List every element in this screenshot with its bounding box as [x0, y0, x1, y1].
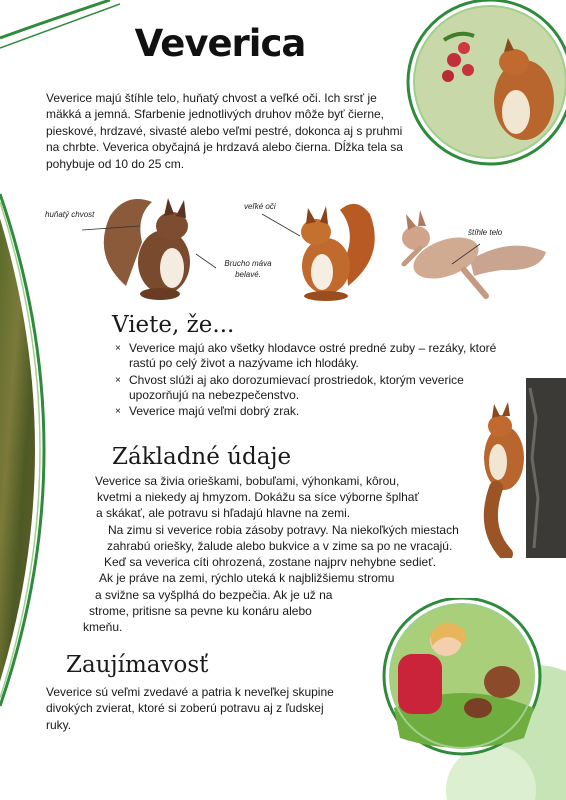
fact-line-2: upozorňujú na nebezpečenstvo. — [129, 387, 300, 402]
label-belly-line-1: Brucho máva — [224, 259, 272, 268]
label-body: štíhle telo — [468, 228, 503, 237]
fact-line-1: Chvost slúži aj ako dorozumievací prostriedok, ktorým veverice — [129, 372, 464, 387]
basic-heading: Základné údaje — [112, 444, 292, 470]
basic-line: Na zimu si veverice robia zásoby potravy. Na niekoľkých miestach — [108, 523, 459, 537]
label-eyes: veľké oči — [244, 202, 276, 211]
fact-line-1: Veverice majú ako všetky hlodavce ostré predné zuby – rezáky, ktoré — [129, 341, 497, 355]
basic-line: Veverice sa živia orieškami, bobuľami, výhonkami, kôrou, — [95, 474, 400, 488]
basic-line: Keď sa veverica cíti ohrozená, zostane najprv nehybne sedieť. — [104, 555, 437, 569]
girl-feeding-squirrel-photo — [374, 598, 552, 758]
bullet-icon: × — [115, 343, 121, 354]
basic-line: kmeňu. — [83, 620, 123, 634]
label-tail: huňatý chvost — [45, 210, 95, 219]
fact-item — [115, 373, 545, 404]
interest-paragraph: Veverice sú veľmi zvedavé a patria k neveľkej skupine divokých zvierat, ktoré si zoberú potravu aj z ľudskej ruky. — [46, 685, 334, 732]
bullet-icon: × — [115, 374, 121, 386]
basic-line: strome, pritisne sa pevne ku konáru alebo — [89, 604, 312, 618]
fact-item — [115, 341, 545, 372]
basic-line: zahrabú oriešky, žalude alebo bukvice a v zime sa po ne vracajú. — [107, 539, 453, 553]
label-belly — [218, 258, 278, 280]
basic-line: a skákať, ale potravu si hľadajú hlavne na zemi. — [96, 506, 351, 520]
basic-line: Ak je práve na zemi, rýchlo uteká k najbližšiemu stromu — [99, 571, 395, 585]
interest-heading: Zaujímavosť — [66, 652, 209, 678]
intro-paragraph: Veverice majú štíhle telo, huňatý chvost a veľké oči. Ich srsť je mäkká a jemná. Sfarbenie jednotlivých druhov môže byť čierne, pieskové, hrdzavé, sivasté alebo veľmi pestré, dokonca aj s pruhmi na chrbte. Veverica obyčajná je hrdzavá alebo čierna. Dĺžka tela sa pohybuje od 10 do 25 cm. — [46, 91, 403, 171]
bullet-icon: × — [115, 406, 121, 418]
basic-line: kvetmi a niekedy aj hmyzom. Dokážu sa síce výborne šplhať — [97, 490, 419, 504]
page-title: Veverica — [134, 22, 306, 65]
basic-line: a svižne sa vyšplhá do bezpečia. Ak je už na — [95, 588, 333, 602]
facts-list — [115, 341, 545, 420]
fact-line-1: Veverice majú veľmi dobrý zrak. — [129, 404, 300, 419]
fact-line-2: rastú po celý život a nazývame ich hlodáky. — [129, 356, 359, 371]
fact-item — [115, 404, 545, 419]
label-belly-line-2: belavé. — [235, 270, 261, 279]
facts-heading: Viete, že... — [112, 312, 235, 338]
